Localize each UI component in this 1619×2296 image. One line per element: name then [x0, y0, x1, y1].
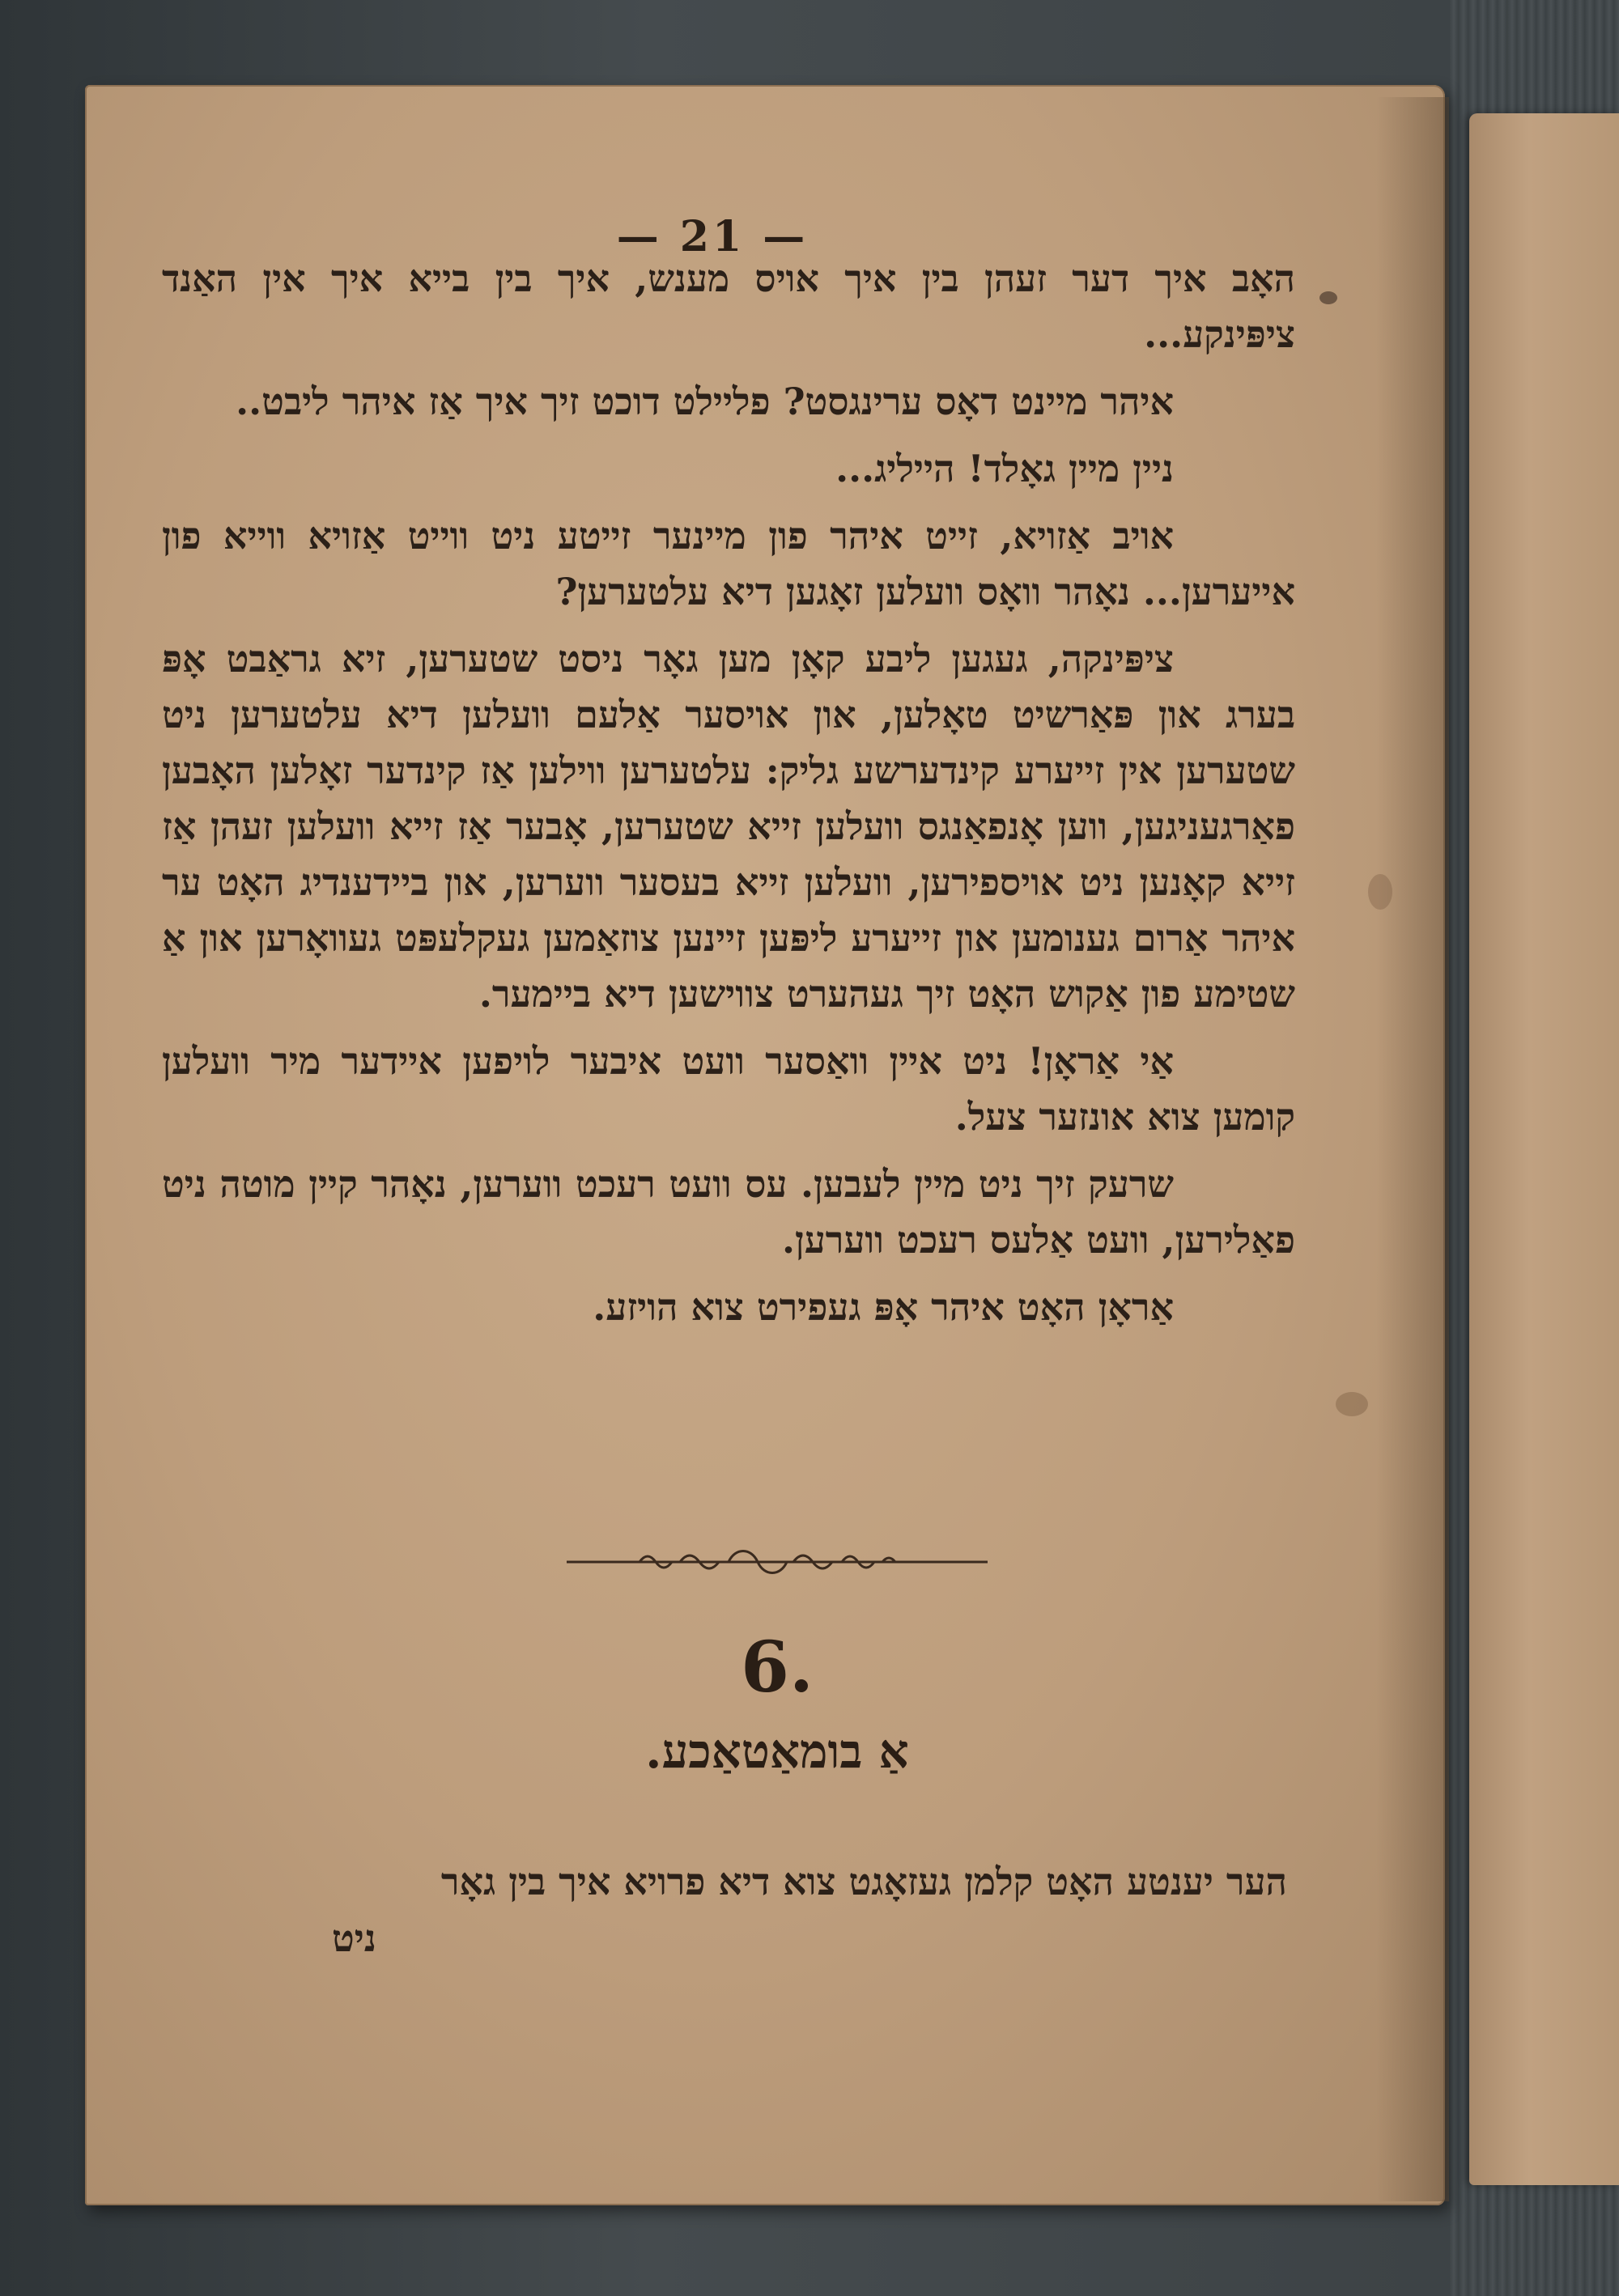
main-text — [162, 251, 1295, 1347]
paragraph: ניין מיין גאָלד! הייליג... — [835, 447, 1174, 490]
chapter-text-line: ניט — [332, 1916, 376, 1960]
chapter-text — [235, 1853, 1287, 1967]
paper-stain — [1319, 291, 1337, 304]
page-number: — 21 — — [616, 212, 809, 261]
paragraph: האָב איך דער זעהן בין איך אויס מענש, איך בין בייא איך אין האַנד ציפּינקע... — [162, 257, 1295, 356]
adjacent-page-edge — [1469, 113, 1619, 2185]
ornamental-divider — [567, 1546, 988, 1578]
paragraph: אַי אַראָן! ניט איין וואַסער וועט איבער לויפען איידער מיר וועלען קומען צוא אונזער צעל. — [162, 1039, 1295, 1139]
chapter-text-line: הער יענטע האָט קלמן געזאָגט צוא דיא פרויא איך בין גאָר — [440, 1860, 1287, 1903]
paper-stain — [1368, 874, 1392, 910]
chapter-number: 6. — [741, 1627, 814, 1708]
paragraph: אויב אַזויא, זייט איהר פון מיינער זייטע ניט ווייט אַזויא ווייא פון אייערען... נאָהר וואָס וועלען זאָגען דיא עלטערען? — [162, 514, 1295, 613]
chapter-title: אַ בומאַטאַכע. — [645, 1724, 909, 1779]
paragraph: אַראָן האָט איהר אָפּ געפירט צוא הויזע. — [593, 1285, 1174, 1329]
paragraph: שרעק זיך ניט מיין לעבען. עס וועט רעכט ווערען, נאָהר קיין מוטה ניט פאַלירען, וועט אַלעס רעכט ווערען. — [162, 1162, 1295, 1262]
paragraph: איהר מיינט דאָס ערינגסט? פליילט דוכט זיך איך אַז איהר ליבט.. — [236, 380, 1174, 423]
paper-stain — [1336, 1392, 1368, 1416]
page-fold-shadow — [1376, 97, 1449, 2201]
paragraph: ציפּינקה, געגען ליבע קאָן מען גאָר ניסט שטערען, זיא גראַבט אָפּ בערג און פּאַרשיט טאָלען, און אויסער אַלעם וועלען דיא עלטערען ניט שטערען אין זייערע קינדערשע גליק: עלטערען ווילען אַז קינדער זאָלען האָבען פאַרגעניגען, ווען אָנפאַנגס וועלען זייא שטערען, אָבער אַז זייא וועלען זעהן אַז זייא קאָנען ניט אויספירען, וועלען זייא בעסער ווערען, און ביידענדיג האָט ער איהר אַרום גענומען און זייערע ליפּען זיינען צוזאַמען געקלעפּט געוואָרען און אַ שטימע פון אַקוש האָט זיך געהערט צווישען דיא ביימער. — [162, 637, 1295, 1016]
